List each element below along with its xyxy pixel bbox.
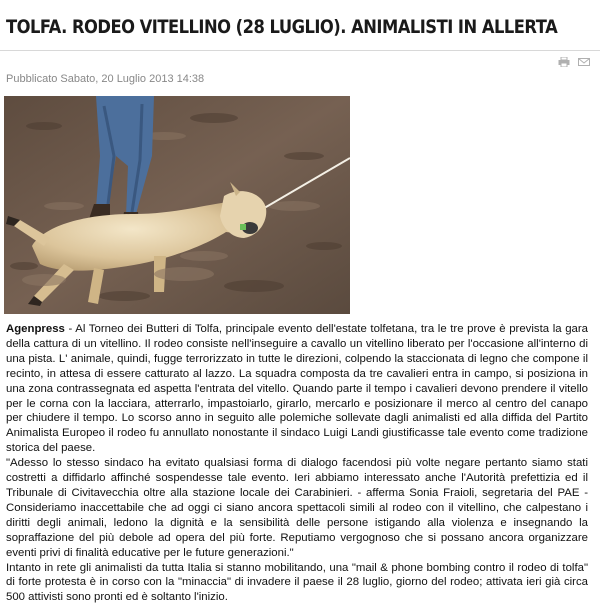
quote-paragraph: "Adesso lo stesso sindaco ha evitato qualsiasi forma di dialogo facendosi più volte negare pertanto siamo stati costretti a diffidarlo affinché sospendesse tale evento. Ieri abbiamo interessato anche l'Autorità prefettizia ed il Tribunale di Civitavecchia oltre alla stazione locale dei Carabinieri. - afferma Sonia Fraioli, segretaria del PAE - Consideriamo inaccettabile che ad oggi ci siano ancora spettacoli simili al rodeo con il vitellino, che calpestano i diritti degli animali, ledono la dignità e la sensibilità delle persone istigando alla violenza e insegnando la sopraffazione del più debole ad opera del più forte. Reputiamo vergognoso che si possano ancora organizzare eventi privi di finalità educative per le future generazioni." [6, 457, 588, 559]
published-date: Pubblicato Sabato, 20 Luglio 2013 14:38 [6, 73, 205, 85]
source-label: Agenpress [6, 323, 65, 335]
rodeo-calf-photo [4, 96, 350, 314]
article-body [6, 322, 588, 605]
closing-paragraph: Intanto in rete gli animalisti da tutta Italia si stanno mobilitando, una "mail & phone bombing contro il rodeo di tolfa" di forte protesta è in corso con la "minaccia" di invadere il paese il 28 luglio, giorno del rodeo; attivata ieri già circa 500 attivisti sono pronti ed è soltanto l'inizio. [6, 561, 588, 604]
article-intro [6, 322, 588, 456]
article-tools [558, 54, 590, 64]
title-divider [0, 50, 600, 51]
article-title: TOLFA. RODEO VITELLINO (28 LUGLIO). ANIMALISTI IN ALLERTA [6, 16, 558, 38]
print-icon[interactable] [558, 54, 570, 64]
intro-text: - Al Torneo dei Butteri di Tolfa, principale evento dell'estate tolfetana, tra le tre prove è prevista la gara della cattura di un vitellino. Il rodeo consiste nell'inseguire a cavallo un vitellino liberato per l'occasione all'interno di una pista. L' animale, quindi, fugge terrorizzato in tutte le direzioni, colpendo la staccionata di legno che compone il recinto, in attesa di essere catturato al lazzo. La squadra composta da tre cavalieri entra in campo, si posiziona in una zona contrassegnata ed aspetta l'entrata del vitello. Quando parte il tempo i cavalieri devono prendere il vitello per le corna con la lacciara, atterrarlo, impastoiarlo, girarlo, mercarlo e posizionare il merco al centro del canapo per chiudere il tempo. Lo scorso anno in seguito alle polemiche sollevate dagli animalisti ed alla diffida del Partito Animalista Europeo il rodeo fu annullato nonostante il sindaco Luigi Landi giustificasse tale evento come tradizione storica del paese. [6, 323, 588, 455]
email-icon[interactable] [578, 54, 590, 64]
